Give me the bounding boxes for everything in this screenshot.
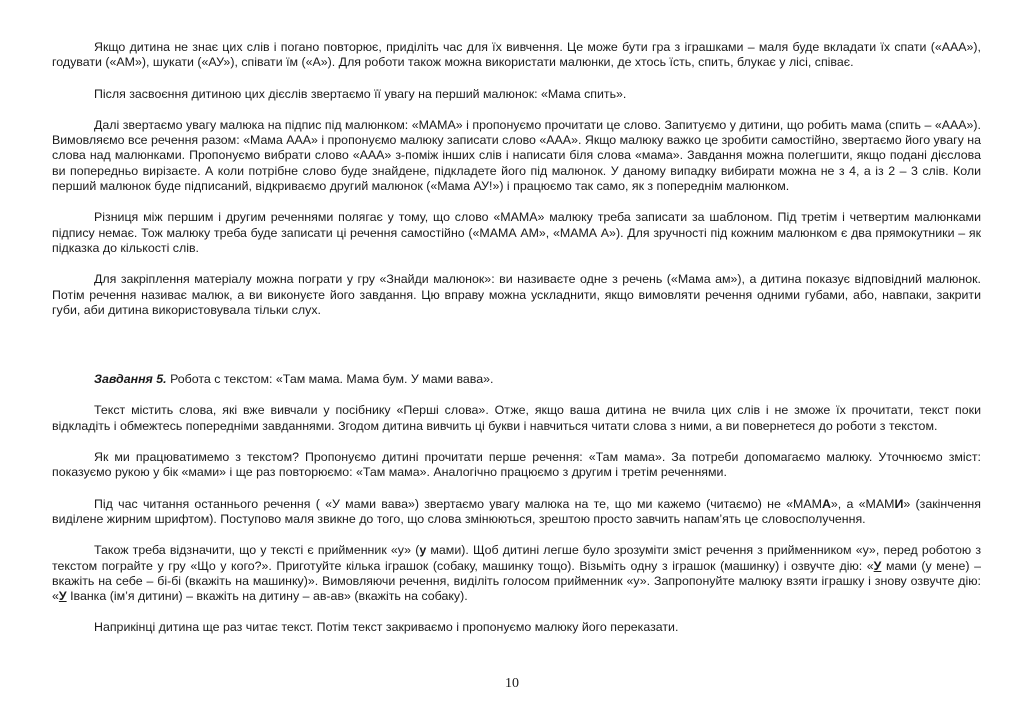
paragraph-vava: [52, 497, 981, 528]
paragraph: Якщо дитина не знає цих слів і погано повторює, приділіть час для їх вивчення. Це може бути гра з іграшками – маля буде вкладати їх спати («ААА»), годувати («АМ»), шукати («АУ»), співати їм («А»). Для роботи також можна використати малюнки, де хтось їсть, спить, блукає у лісі, співає.: [52, 40, 981, 70]
underlined-preposition: У: [873, 558, 882, 573]
paragraph-preposition: [52, 543, 981, 604]
bold-preposition: у: [419, 543, 427, 558]
bold-ending: И: [894, 496, 904, 511]
paragraph: Текст містить слова, які вже вивчали у посібнику «Перші слова». Отже, якщо ваша дитина не вчила цих слів і не зможе їх прочитати, текст поки відкладіть і обмежтесь попередніми завданнями. Згодом дитина вивчить ці букви і навчиться читати слова з ними, а ви повернетеся до роботи з текстом.: [52, 403, 981, 433]
paragraph: Далі звертаємо увагу малюка на підпис під малюнком: «МАМА» і пропонуємо прочитати це слово. Запитуємо у дитини, що робить мама (спить – «ААА»). Вимовляємо все речення разом: «Мама ААА» і пропонуємо малюку записати слово «ААА». Якщо малюку важко це зробити самостійно, звертаємо його увагу на слова над малюнками. Пропонуємо вибрати слово «ААА» з-поміж інших слів і написати біля слова «мама». Завдання можна полегшити, якщо подані дієслова ви попередньо вирізаєте. А коли потрібне слово буде знайдене, підкладете його під малюнок. У даному випадку вибирати можна не з 4, а із 2 – 3 слів. Коли перший малюнок буде підписаний, відкриваємо другий малюнок («Мама АУ!») і працюємо так само, як з попереднім малюнком.: [52, 117, 981, 194]
page-number: 10: [505, 676, 519, 691]
paragraph: Як ми працюватимемо з текстом? Пропонуємо дитині прочитати перше речення: «Там мама». За потреби допомагаємо малюку. Уточнюємо зміст: показуємо рукою у бік «мами» і ще раз повторюємо: «Там мама». Аналогічно працюємо з другим і третім реченнями.: [52, 450, 981, 480]
paragraph: Після засвоєння дитиною цих дієслів звертаємо її увагу на перший малюнок: «Мама спить».: [94, 86, 627, 101]
text-segment: », а «МАМ: [830, 496, 895, 511]
paragraph: Для закріплення матеріалу можна пограти у гру «Знайди малюнок»: ви називаєте одне з речень («Мама ам»), а дитина показує відповідний малюнок. Потім речення називає малюк, а ви виконуєте його завдання. Цю вправу можна ускладнити, якщо вимовляти речення одними губами, або, навпаки, закрити губи, аби дитина використовувала тільки слух.: [52, 272, 981, 317]
task-label: Завдання 5.: [94, 372, 167, 387]
text-segment: мами). Щоб дитині легше було зрозуміти зміст речення з прийменником «у», перед роботою з текстом пограйте у гру «Що у кого?». Приготуйте кілька іграшок (собаку, машинку тощо). Візьміть одну з іграшок (машинку) і озвучте дію: «: [52, 543, 981, 573]
underlined-preposition: У: [58, 589, 67, 604]
text-segment: Під час читання останнього речення ( «У мами вава») звертаємо увагу малюка на те, що ми кажемо (читаємо) не «МАМ: [94, 496, 822, 511]
text-segment: » (закінчення виділене жирним шрифтом). Поступово маля звикне до того, що слова змінюються, зрештою просто завчить напам’ять це словосполучення.: [52, 496, 981, 526]
task-heading: [52, 372, 981, 387]
text-segment: Іванка (ім’я дитини) – вкажіть на дитину – ав-ав» (вкажіть на собаку).: [66, 589, 468, 604]
paragraph: Різниця між першим і другим реченнями полягає у тому, що слово «МАМА» малюку треба записати за шаблоном. Під третім і четвертим малюнками підпису немає. Тож малюку треба буде записати ці речення самостійно («МАМА АМ», «МАМА А»). Для зручності під кожним малюнком є два прямокутники – як підказка до кількості слів.: [52, 210, 981, 255]
paragraph: Наприкінці дитина ще раз читає текст. Потім текст закриваємо і пропонуємо малюку його переказати.: [94, 620, 679, 635]
bold-ending: А: [821, 496, 831, 511]
task-text: Робота с текстом: «Там мама. Мама бум. У мами вава».: [166, 372, 494, 387]
text-segment: Також треба відзначити, що у тексті є прийменник «у» (: [94, 543, 420, 558]
text-segment: мами (у мене) – вкажіть на себе – бі-бі (вкажіть на машинку)». Вимовляючи речення, виділіть голосом прийменник «у». Запропонуйте малюку взяти іграшку і знову озвучте дію: «: [52, 558, 981, 604]
